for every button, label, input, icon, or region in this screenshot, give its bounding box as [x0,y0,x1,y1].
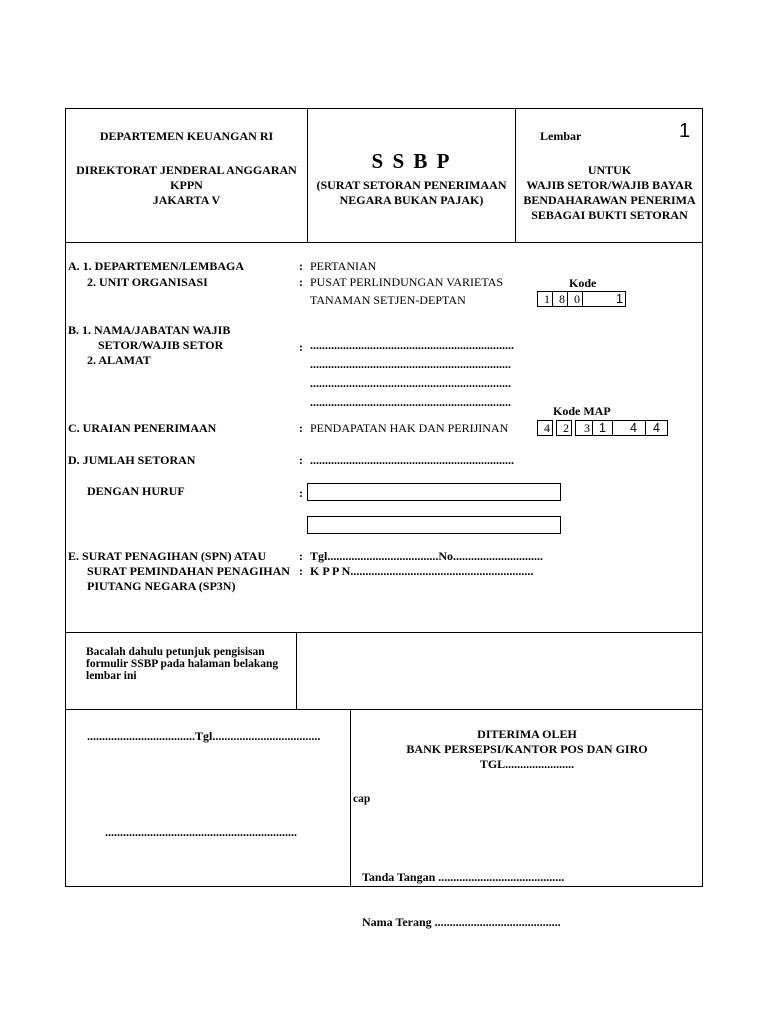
kode-digit: 8 [552,291,568,307]
section-c-label: C. URAIAN PENERIMAAN [68,421,217,435]
received-by-title: DITERIMA OLEH [477,727,577,741]
kode-map-digit: 4 [537,420,553,436]
address-fill-line-2: ................................................................... [310,376,511,390]
notice-text [86,646,278,682]
notice-line-3: lembar ini [86,670,137,682]
kppn-label: KPPN [170,178,203,192]
kode-map-boxes [537,420,668,436]
section-d-label: D. JUMLAH SETORAN [68,453,196,467]
section-c-colon: : [299,421,303,435]
notice-line-1: Bacalah dahulu petunjuk pengisisan [86,646,265,658]
form-subtitle-1: (SURAT SETORAN PENERIMAAN [316,178,507,192]
header-middle [308,149,515,208]
section-a-colon-1: : [299,259,303,273]
notice-line-2: formulir SSBP pada halaman belakang [86,658,279,670]
dengan-huruf-colon: : [299,486,303,500]
section-a-colon-2: : [299,275,303,289]
received-by-date: TGL....................... [479,757,575,771]
kode-map-digit: 1 [592,420,613,436]
unit-value-line-1: PUSAT PERLINDUNGAN VARIETAS [310,275,504,289]
section-a-label-2: 2. UNIT ORGANISASI [87,275,208,289]
section-e-colon-2: : [299,564,303,578]
dept-name: DEPARTEMEN KEUANGAN RI [99,129,274,143]
form-title: S S B P [371,149,452,173]
kode-label: Kode [569,276,597,290]
header-bottom-line [65,242,703,243]
terbilang-box-1[interactable] [307,483,561,501]
section-b-labels [68,323,230,368]
lembar-number: 1 [679,120,691,142]
section-e-colons [299,549,303,579]
address-fill-line-3: ................................................................... [310,395,511,409]
unit-value [310,275,503,308]
lembar-label: Lembar [540,129,582,143]
section-e-label-3: PIUTANG NEGARA (SP3N) [87,579,236,593]
department-value: PERTANIAN [310,259,377,273]
form-subtitle-2: NEGARA BUKAN PAJAK) [339,193,484,207]
untuk-line-4: SEBAGAI BUKTI SETORAN [531,208,688,222]
received-by-bank: BANK PERSEPSI/KANTOR POS DAN GIRO [406,742,648,756]
section-b-fill-lines [310,338,514,410]
section-b-colon: : [299,340,303,354]
footer-date-line: ....................................Tgl.................................... [87,729,321,743]
section-e-fields [310,549,543,579]
kode-digit: 1 [537,291,553,307]
signature-line: Tanda Tangan .......................................... [362,870,565,884]
untuk-line-2: WAJIB SETOR/WAJIB BAYAR [526,178,693,192]
name-fill-line: .................................................................... [310,338,514,352]
unit-value-line-2: TANAMAN SETJEN-DEPTAN [310,293,466,307]
signature-block [362,840,564,945]
stamp-label: cap [353,793,371,805]
section-e-label-2: SURAT PEMINDAHAN PENAGIHAN [87,564,290,578]
kode-boxes [537,291,627,307]
kode-digit: 1 [582,291,626,307]
section-b-label-1: B. 1. NAMA/JABATAN WAJIB [68,323,231,337]
kode-map-label: Kode MAP [553,404,611,418]
kode-map-digit: 4 [612,420,646,436]
footer-sign-line: ................................................................ [105,825,297,839]
directorate-name: DIREKTORAT JENDERAL ANGGARAN [76,163,297,177]
notice-divider [296,632,297,710]
address-fill-line-1: ................................................................... [310,357,511,371]
section-e-colon-1: : [299,549,303,563]
kode-digit: 0 [567,291,583,307]
uraian-value: PENDAPATAN HAK DAN PERIJINAN [310,421,509,435]
printed-name-line: Nama Terang .......................................... [362,915,561,929]
section-d-colon: : [299,453,303,467]
terbilang-box-2[interactable] [307,516,561,534]
footer-top-line [65,709,703,710]
kode-map-digit: 2 [556,420,572,436]
section-e-labels [68,549,290,594]
untuk-label: UNTUK [587,163,632,177]
section-a-label-1: A. 1. DEPARTEMEN/LEMBAGA [68,259,245,273]
notice-top-line [65,632,703,633]
section-b-label-3: 2. ALAMAT [87,353,151,367]
header-right [516,163,703,223]
untuk-line-3: BENDAHARAWAN PENERIMA [523,193,696,207]
kode-map-digit: 4 [645,420,668,436]
header-left [66,129,307,208]
section-b-label-2: SETOR/WAJIB SETOR [98,338,224,352]
kppn-fill-line: K P P N............................................................. [310,564,534,578]
jumlah-fill-line: .................................................................... [310,453,514,467]
tgl-no-fill-line: Tgl.....................................No.............................. [310,549,544,563]
received-by [351,727,703,772]
dengan-huruf-label: DENGAN HURUF [87,484,185,498]
kppn-location: JAKARTA V [152,193,221,207]
section-e-label-1: E. SURAT PENAGIHAN (SPN) ATAU [68,549,267,563]
kode-map-digit: 3 [575,420,593,436]
